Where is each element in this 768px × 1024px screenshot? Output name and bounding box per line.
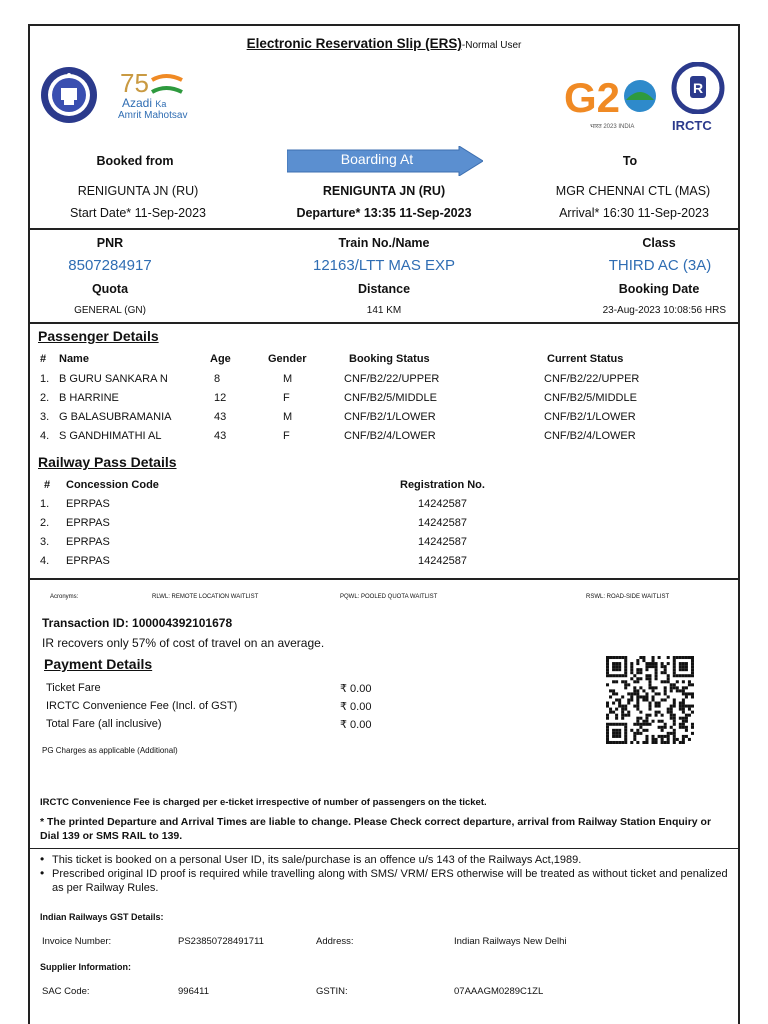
divider <box>28 578 740 580</box>
quota-label: Quota <box>91 282 129 296</box>
irctc-logo <box>668 62 730 138</box>
qr-code[interactable] <box>606 656 694 744</box>
gstin-label: GSTIN: <box>316 986 348 997</box>
pass-num: 4. <box>40 555 50 567</box>
to-label: To <box>622 154 638 168</box>
passenger-booking-status: CNF/B2/5/MIDDLE <box>344 392 437 404</box>
registration-no: 14242587 <box>418 498 467 510</box>
passenger-gender: M <box>283 373 293 385</box>
pg-charges-note: PG Charges as applicable (Additional) <box>42 746 178 755</box>
total-fare-value: ₹ 0.00 <box>340 719 372 731</box>
divider <box>28 322 740 324</box>
passenger-age: 43 <box>214 411 227 423</box>
passenger-gender: M <box>283 411 293 423</box>
transaction-id: Transaction ID: 100004392101678 <box>42 616 233 630</box>
acronym-pqwl: PQWL: POOLED QUOTA WAITLIST <box>340 594 438 600</box>
passenger-gender: F <box>283 430 290 442</box>
boarding-station: RENIGUNTA JN (RU) <box>322 184 446 198</box>
concession-code: EPRPAS <box>66 498 110 510</box>
col-header-age: Age <box>210 353 231 365</box>
convenience-fee-label: IRCTC Convenience Fee (Incl. of GST) <box>46 700 238 712</box>
pass-num: 1. <box>40 498 50 510</box>
sac-code: 996411 <box>178 986 209 997</box>
gst-title: Indian Railways GST Details: <box>40 912 164 922</box>
passenger-num: 3. <box>40 411 50 423</box>
supplier-title: Supplier Information: <box>40 962 131 972</box>
pass-num: 3. <box>40 536 50 548</box>
timing-note-line2: Dial 139 or SMS RAIL to 139. <box>40 830 183 842</box>
address-value: Indian Railways New Delhi <box>454 936 567 947</box>
train-value: 12163/LTT MAS EXP <box>312 257 456 274</box>
passenger-gender: F <box>283 392 290 404</box>
passenger-current-status: CNF/B2/1/LOWER <box>544 411 636 423</box>
passenger-num: 2. <box>40 392 50 404</box>
col-header-num: # <box>40 353 47 365</box>
passenger-current-status: CNF/B2/5/MIDDLE <box>544 392 637 404</box>
azadi-ka-text: Ka <box>155 99 167 109</box>
railway-pass-title: Railway Pass Details <box>38 454 177 470</box>
passenger-current-status: CNF/B2/22/UPPER <box>544 373 640 385</box>
recovery-note: IR recovers only 57% of cost of travel on an average. <box>42 636 325 650</box>
col-header-num: # <box>44 479 51 491</box>
total-fare-label: Total Fare (all inclusive) <box>46 718 162 730</box>
class-value: THIRD AC (3A) <box>608 257 712 274</box>
passenger-booking-status: CNF/B2/1/LOWER <box>344 411 436 423</box>
divider <box>28 848 740 849</box>
pass-num: 2. <box>40 517 50 529</box>
passenger-age: 12 <box>214 392 227 404</box>
passenger-num: 1. <box>40 373 50 385</box>
booking-date-value: 23-Aug-2023 10:08:56 HRS <box>602 305 726 316</box>
booking-date-label: Booking Date <box>618 282 700 296</box>
timing-note-line1: * The printed Departure and Arrival Times are liable to change. Please Check correct departure, arrival from Railway Station Enquiry or <box>40 816 712 828</box>
registration-no: 14242587 <box>418 536 467 548</box>
pnr-label: PNR <box>96 236 124 250</box>
class-label: Class <box>642 236 676 250</box>
pnr-value: 8507284917 <box>68 257 152 274</box>
passenger-age: 43 <box>214 430 227 442</box>
col-header-name: Name <box>59 353 89 365</box>
passenger-name: S GANDHIMATHI AL <box>59 430 162 442</box>
svg-text:75: 75 <box>120 68 149 98</box>
passenger-details-title: Passenger Details <box>38 328 159 344</box>
payment-details-title: Payment Details <box>44 656 153 672</box>
passenger-name: G BALASUBRAMANIA <box>59 411 172 423</box>
acronyms-label: Acronyms: <box>50 594 79 600</box>
col-header-registration-no: Registration No. <box>400 479 485 491</box>
ers-title: Electronic Reservation Slip (ERS) <box>246 36 462 51</box>
concession-code: EPRPAS <box>66 517 110 529</box>
boarding-at-label: Boarding At <box>340 151 414 167</box>
col-header-booking-status: Booking Status <box>349 353 430 365</box>
passenger-age: 8 <box>214 373 221 385</box>
registration-no: 14242587 <box>418 517 467 529</box>
start-date: Start Date* 11-Sep-2023 <box>70 206 206 220</box>
address-label: Address: <box>316 936 354 947</box>
passenger-name: B HARRINE <box>59 392 119 404</box>
terms-item: • This ticket is booked on a personal User ID, its sale/purchase is an offence u/s 143 of the Railways Act,1989. <box>38 853 728 867</box>
terms-list <box>38 853 728 895</box>
ticket-fare-label: Ticket Fare <box>46 682 101 694</box>
col-header-gender: Gender <box>268 353 307 365</box>
azadi-ka-amrit-mahotsav-logo <box>118 68 208 128</box>
train-label: Train No./Name <box>338 236 430 250</box>
invoice-number: PS23850728491711 <box>178 936 264 947</box>
registration-no: 14242587 <box>418 555 467 567</box>
g20-logo <box>564 70 660 134</box>
g20-subtitle: भारत 2023 INDIA <box>590 124 635 130</box>
passenger-num: 4. <box>40 430 50 442</box>
concession-code: EPRPAS <box>66 555 110 567</box>
passenger-booking-status: CNF/B2/4/LOWER <box>344 430 436 442</box>
departure-time: Departure* 13:35 11-Sep-2023 <box>296 206 472 220</box>
convenience-fee-value: ₹ 0.00 <box>340 701 372 713</box>
document-title <box>0 36 768 51</box>
irctc-text: IRCTC <box>672 118 712 133</box>
divider <box>28 228 740 230</box>
to-station: MGR CHENNAI CTL (MAS) <box>555 184 711 198</box>
invoice-label: Invoice Number: <box>42 936 112 947</box>
booked-from-label: Booked from <box>96 154 174 168</box>
concession-code: EPRPAS <box>66 536 110 548</box>
user-type: -Normal User <box>461 40 522 51</box>
col-header-concession-code: Concession Code <box>66 479 159 491</box>
distance-value: 141 KM <box>366 305 402 316</box>
gstin-value: 07AAAGM0289C1ZL <box>454 986 544 997</box>
terms-item: • Prescribed original ID proof is required while travelling along with SMS/ VRM/ ERS otherwise will be treated as without ticket and penalized as per Railway Rules. <box>38 867 728 895</box>
convenience-fee-note: IRCTC Convenience Fee is charged per e-ticket irrespective of number of passengers on the ticket. <box>40 797 487 808</box>
indian-railways-logo <box>40 66 98 124</box>
from-station: RENIGUNTA JN (RU) <box>77 184 199 198</box>
amrit-mahotsav-text: Amrit Mahotsav <box>118 110 188 121</box>
passenger-booking-status: CNF/B2/22/UPPER <box>344 373 440 385</box>
acronym-rlwl: RLWL: REMOTE LOCATION WAITLIST <box>152 594 259 600</box>
passenger-current-status: CNF/B2/4/LOWER <box>544 430 636 442</box>
ticket-fare-value: ₹ 0.00 <box>340 683 372 695</box>
svg-text:R: R <box>693 80 704 96</box>
col-header-current-status: Current Status <box>547 353 624 365</box>
distance-label: Distance <box>357 282 411 296</box>
quota-value: GENERAL (GN) <box>74 305 146 316</box>
azadi-text: Azadi <box>122 96 153 110</box>
sac-label: SAC Code: <box>42 986 90 997</box>
svg-text:G2: G2 <box>564 74 621 120</box>
acronym-rswl: RSWL: ROAD-SIDE WAITLIST <box>586 594 670 600</box>
passenger-name: B GURU SANKARA N <box>59 373 168 385</box>
arrival-time: Arrival* 16:30 11-Sep-2023 <box>559 206 709 220</box>
